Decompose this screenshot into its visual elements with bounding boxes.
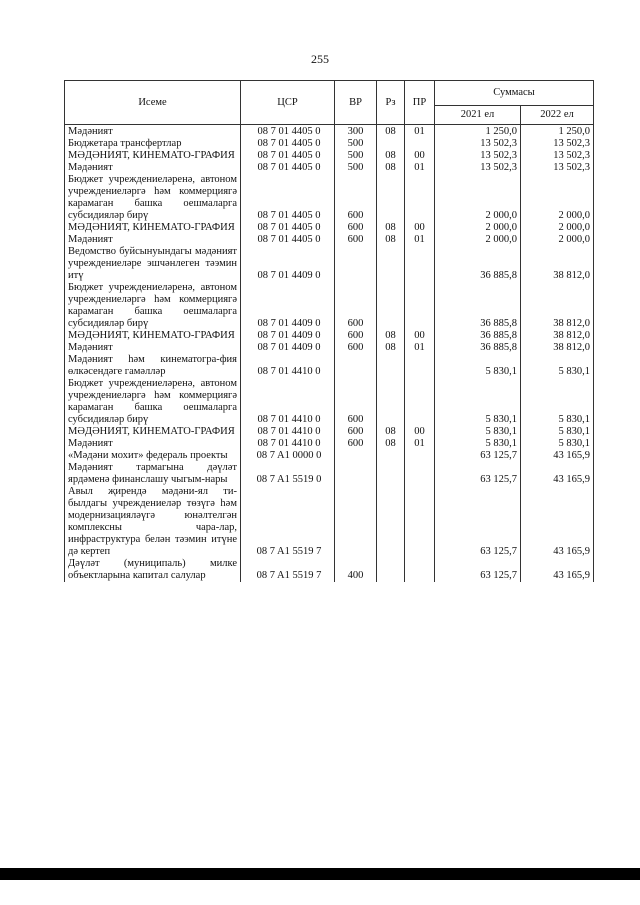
cell-y2021: 1 250,0 [435, 125, 521, 139]
table-row [65, 138, 594, 150]
cell-csr: 08 7 01 4405 0 [241, 234, 335, 246]
cell-pr [405, 462, 435, 486]
cell-rz: 08 [377, 150, 405, 162]
cell-pr [405, 450, 435, 462]
cell-pr: 01 [405, 162, 435, 174]
cell-y2022: 38 812,0 [521, 330, 594, 342]
cell-rz: 08 [377, 234, 405, 246]
cell-y2022: 5 830,1 [521, 378, 594, 426]
table-row [65, 125, 594, 139]
cell-csr: 08 7 01 4405 0 [241, 125, 335, 139]
cell-rz [377, 282, 405, 330]
cell-y2021: 5 830,1 [435, 426, 521, 438]
cell-y2022: 38 812,0 [521, 342, 594, 354]
cell-y2022: 5 830,1 [521, 438, 594, 450]
cell-name: МӘДӘНИЯТ, КИНЕМАТО-ГРАФИЯ [65, 330, 241, 342]
cell-y2021: 2 000,0 [435, 234, 521, 246]
cell-rz [377, 246, 405, 282]
cell-rz [377, 462, 405, 486]
table-header [65, 81, 594, 125]
cell-pr: 01 [405, 438, 435, 450]
cell-y2021: 63 125,7 [435, 486, 521, 558]
page-number: 255 [311, 52, 329, 66]
cell-rz: 08 [377, 342, 405, 354]
cell-y2021: 63 125,7 [435, 558, 521, 582]
cell-csr: 08 7 01 4410 0 [241, 438, 335, 450]
cell-br: 500 [335, 150, 377, 162]
table-row [65, 558, 594, 582]
cell-csr: 08 7 01 4410 0 [241, 426, 335, 438]
cell-y2022: 38 812,0 [521, 282, 594, 330]
cell-rz [377, 138, 405, 150]
cell-csr: 08 7 01 4410 0 [241, 354, 335, 378]
cell-rz [377, 174, 405, 222]
cell-pr [405, 558, 435, 582]
cell-y2022: 13 502,3 [521, 150, 594, 162]
cell-pr [405, 486, 435, 558]
cell-y2022: 5 830,1 [521, 354, 594, 378]
cell-pr: 00 [405, 150, 435, 162]
cell-y2021: 36 885,8 [435, 342, 521, 354]
cell-rz [377, 558, 405, 582]
cell-name: Мәдәният [65, 438, 241, 450]
cell-y2021: 5 830,1 [435, 438, 521, 450]
table-row [65, 462, 594, 486]
cell-br: 600 [335, 426, 377, 438]
cell-name: Дәүләт (муниципаль) милке объектларына капитал салулар [65, 558, 241, 582]
cell-pr: 01 [405, 234, 435, 246]
header-csr: ЦСР [241, 81, 335, 125]
cell-y2021: 2 000,0 [435, 222, 521, 234]
cell-br [335, 354, 377, 378]
cell-rz [377, 486, 405, 558]
cell-br [335, 462, 377, 486]
cell-y2022: 43 165,9 [521, 486, 594, 558]
cell-pr: 01 [405, 125, 435, 139]
cell-name: Бюджет учреждениеләренә, автоном учреждениеләргә һәм коммерциягә карамаган башка оешмаларга субсидияләр бирү [65, 378, 241, 426]
cell-rz [377, 450, 405, 462]
cell-y2022: 2 000,0 [521, 234, 594, 246]
cell-pr: 01 [405, 342, 435, 354]
cell-name: Авыл җирендә мәдәни-ял ти-былдагы учреждениеләр төзүгә һәм модернизацияләүгә юнәлтелгән комплексны чара-лар, инфраструктура белән тәэмин итүне дә кертеп [65, 486, 241, 558]
cell-name: Бюджет учреждениеләренә, автоном учреждениеләргә һәм коммерциягә карамаган башка оешмаларга субсидияләр бирү [65, 174, 241, 222]
cell-csr: 08 7 01 4405 0 [241, 174, 335, 222]
table-body [65, 125, 594, 583]
header-rz: Рз [377, 81, 405, 125]
cell-name: Ведомство буйсынуындагы мәдәният учреждениеләре эшчәнлеген тәэмин итү [65, 246, 241, 282]
cell-pr [405, 138, 435, 150]
table-row [65, 378, 594, 426]
table-row [65, 426, 594, 438]
cell-csr: 08 7 01 4410 0 [241, 378, 335, 426]
cell-csr: 08 7 01 4409 0 [241, 282, 335, 330]
cell-csr: 08 7 01 4409 0 [241, 246, 335, 282]
cell-br: 600 [335, 222, 377, 234]
cell-csr: 08 7 01 4405 0 [241, 138, 335, 150]
cell-br: 600 [335, 378, 377, 426]
cell-pr [405, 246, 435, 282]
scan-edge-bar [0, 868, 640, 880]
header-pr: ПР [405, 81, 435, 125]
cell-br: 600 [335, 234, 377, 246]
cell-br: 400 [335, 558, 377, 582]
cell-csr: 08 7 01 4409 0 [241, 342, 335, 354]
cell-rz: 08 [377, 222, 405, 234]
cell-y2022: 43 165,9 [521, 558, 594, 582]
cell-pr [405, 282, 435, 330]
cell-csr: 08 7 A1 5519 0 [241, 462, 335, 486]
header-br: ВР [335, 81, 377, 125]
cell-pr [405, 174, 435, 222]
cell-rz [377, 354, 405, 378]
table-row [65, 282, 594, 330]
cell-y2021: 13 502,3 [435, 162, 521, 174]
header-year-2022: 2022 ел [521, 106, 594, 125]
cell-pr: 00 [405, 426, 435, 438]
cell-csr: 08 7 A1 5519 7 [241, 486, 335, 558]
cell-y2021: 63 125,7 [435, 450, 521, 462]
cell-pr: 00 [405, 330, 435, 342]
cell-name: Мәдәният [65, 234, 241, 246]
cell-y2021: 2 000,0 [435, 174, 521, 222]
cell-br [335, 486, 377, 558]
cell-name: Бюджетара трансфертлар [65, 138, 241, 150]
cell-br [335, 450, 377, 462]
cell-csr: 08 7 A1 0000 0 [241, 450, 335, 462]
cell-name: Мәдәният [65, 125, 241, 139]
cell-y2021: 5 830,1 [435, 378, 521, 426]
table-row [65, 354, 594, 378]
table-row [65, 150, 594, 162]
cell-y2021: 13 502,3 [435, 138, 521, 150]
cell-name: Бюджет учреждениеләренә, автоном учреждениеләргә һәм коммерциягә карамаган башка оешмаларга субсидияләр бирү [65, 282, 241, 330]
cell-br: 600 [335, 174, 377, 222]
cell-csr: 08 7 01 4405 0 [241, 162, 335, 174]
cell-name: МӘДӘНИЯТ, КИНЕМАТО-ГРАФИЯ [65, 222, 241, 234]
cell-y2022: 38 812,0 [521, 246, 594, 282]
cell-name: Мәдәният [65, 342, 241, 354]
table-row [65, 342, 594, 354]
cell-br: 500 [335, 138, 377, 150]
cell-csr: 08 7 A1 5519 7 [241, 558, 335, 582]
cell-y2022: 1 250,0 [521, 125, 594, 139]
cell-br: 600 [335, 330, 377, 342]
cell-br [335, 246, 377, 282]
cell-pr [405, 354, 435, 378]
header-name: Исеме [65, 81, 241, 125]
cell-name: «Мәдәни мохит» федераль проекты [65, 450, 241, 462]
cell-br: 300 [335, 125, 377, 139]
cell-br: 600 [335, 438, 377, 450]
budget-table [64, 80, 594, 582]
cell-y2021: 63 125,7 [435, 462, 521, 486]
cell-br: 500 [335, 162, 377, 174]
cell-rz: 08 [377, 125, 405, 139]
cell-rz [377, 378, 405, 426]
cell-name: Мәдәният тармагына дәүләт ярдәменә финанслашу чыгым-нары [65, 462, 241, 486]
cell-y2022: 2 000,0 [521, 174, 594, 222]
cell-y2021: 36 885,8 [435, 282, 521, 330]
table-row [65, 330, 594, 342]
cell-y2022: 5 830,1 [521, 426, 594, 438]
cell-rz: 08 [377, 426, 405, 438]
cell-rz: 08 [377, 330, 405, 342]
cell-csr: 08 7 01 4405 0 [241, 150, 335, 162]
cell-name: МӘДӘНИЯТ, КИНЕМАТО-ГРАФИЯ [65, 426, 241, 438]
cell-y2022: 43 165,9 [521, 462, 594, 486]
header-sums: Суммасы [435, 81, 594, 106]
cell-name: Мәдәният [65, 162, 241, 174]
cell-y2021: 36 885,8 [435, 330, 521, 342]
table-row [65, 174, 594, 222]
cell-rz: 08 [377, 438, 405, 450]
cell-br: 600 [335, 282, 377, 330]
table-row [65, 438, 594, 450]
cell-y2021: 36 885,8 [435, 246, 521, 282]
cell-name: Мәдәният һәм кинематогра-фия өлкәсендәге гамәлләр [65, 354, 241, 378]
cell-y2021: 5 830,1 [435, 354, 521, 378]
cell-y2022: 43 165,9 [521, 450, 594, 462]
cell-rz: 08 [377, 162, 405, 174]
table-row [65, 450, 594, 462]
cell-y2022: 2 000,0 [521, 222, 594, 234]
cell-name: МӘДӘНИЯТ, КИНЕМАТО-ГРАФИЯ [65, 150, 241, 162]
cell-csr: 08 7 01 4405 0 [241, 222, 335, 234]
cell-csr: 08 7 01 4409 0 [241, 330, 335, 342]
table-row [65, 162, 594, 174]
cell-y2022: 13 502,3 [521, 162, 594, 174]
table-row [65, 486, 594, 558]
header-year-2021: 2021 ел [435, 106, 521, 125]
table-row [65, 234, 594, 246]
cell-pr [405, 378, 435, 426]
cell-y2022: 13 502,3 [521, 138, 594, 150]
cell-br: 600 [335, 342, 377, 354]
table-row [65, 222, 594, 234]
table-row [65, 246, 594, 282]
cell-pr: 00 [405, 222, 435, 234]
cell-y2021: 13 502,3 [435, 150, 521, 162]
